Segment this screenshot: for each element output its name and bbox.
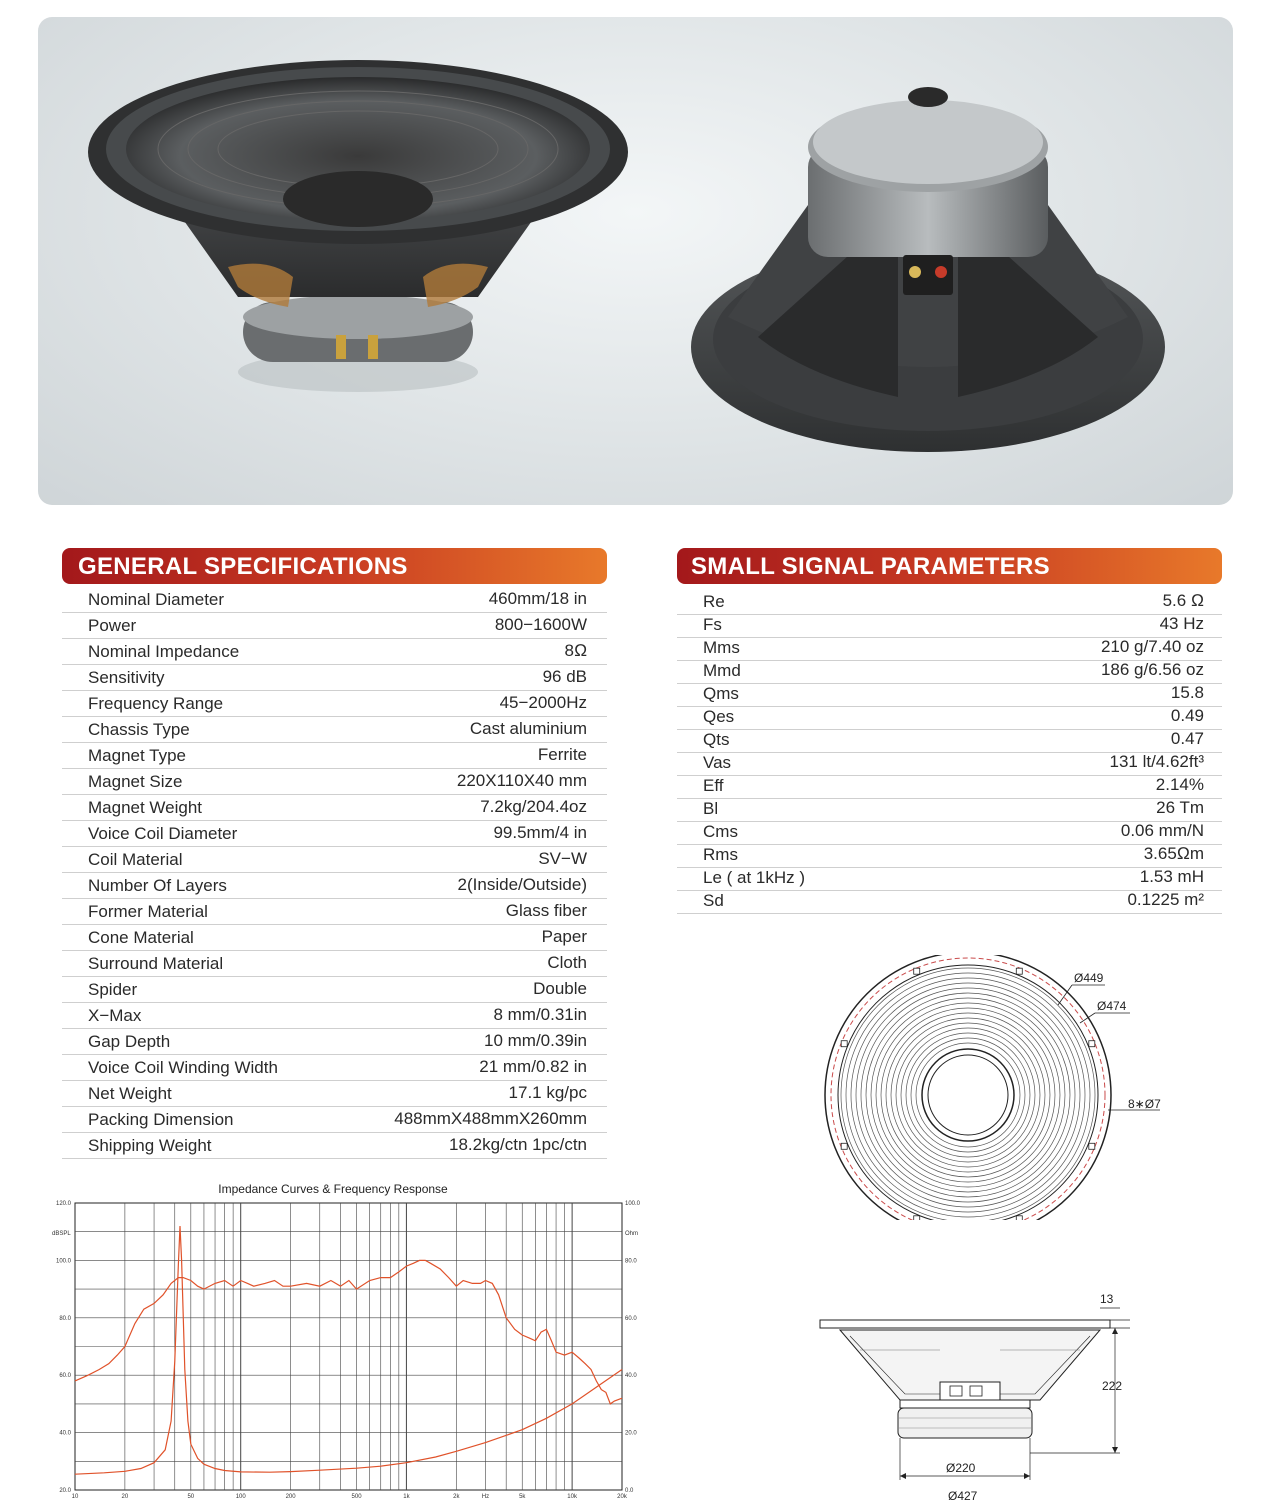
general-spec-row <box>62 1133 607 1159</box>
general-spec-label: Packing Dimension <box>88 1110 234 1129</box>
ss-spec-label: Fs <box>703 615 722 634</box>
mounting-hole <box>914 1216 920 1220</box>
chart-x-tick: 500 <box>351 1494 362 1500</box>
general-spec-label: Number Of Layers <box>88 876 227 895</box>
general-spec-label: Power <box>88 616 137 635</box>
chart-x-tick: 5k <box>519 1494 526 1500</box>
ss-spec-value: 1.53 mH <box>1139 867 1204 886</box>
general-spec-value: 96 dB <box>542 667 587 686</box>
general-spec-row <box>62 847 607 873</box>
chart-x-tick: 50 <box>187 1494 195 1500</box>
chart-y-tick-left: 80.0 <box>59 1315 71 1322</box>
ss-spec-value: 210 g/7.40 oz <box>1100 637 1204 656</box>
small-signal-parameters-table <box>677 592 1222 914</box>
ss-spec-value: 2.14% <box>1155 775 1204 794</box>
chart-x-tick: Hz <box>481 1494 490 1500</box>
general-spec-row <box>62 1107 607 1133</box>
general-spec-label: Magnet Weight <box>88 798 203 817</box>
general-spec-label: Former Material <box>88 902 208 921</box>
ss-spec-row <box>677 661 1222 684</box>
ss-spec-row <box>677 615 1222 638</box>
mounting-hole <box>1089 1143 1095 1149</box>
general-spec-label: Nominal Impedance <box>88 642 240 661</box>
side-dim-13: 13 <box>1100 1292 1114 1306</box>
general-spec-row <box>62 873 607 899</box>
chart-x-tick: 200 <box>285 1494 296 1500</box>
side-dim-220: Ø220 <box>946 1461 976 1475</box>
impedance-curve-line <box>75 1226 622 1474</box>
general-spec-value: 8Ω <box>564 641 587 660</box>
general-spec-value: Ferrite <box>537 745 587 764</box>
general-spec-label: Spider <box>88 980 138 999</box>
mounting-hole <box>1089 1041 1095 1047</box>
impedance-frequency-chart <box>40 1178 650 1500</box>
general-spec-value: 21 mm/0.82 in <box>479 1057 587 1076</box>
general-spec-row <box>62 1029 607 1055</box>
chart-y-tick-left: 40.0 <box>59 1430 71 1437</box>
general-spec-label: Coil Material <box>88 850 183 869</box>
general-spec-row <box>62 639 607 665</box>
general-spec-value: 488mmX488mmX260mm <box>394 1109 587 1128</box>
chart-title: Impedance Curves & Frequency Response <box>218 1182 448 1196</box>
ss-spec-value: 186 g/6.56 oz <box>1100 660 1204 679</box>
general-spec-row <box>62 1003 607 1029</box>
ss-spec-label: Qes <box>703 707 735 726</box>
general-spec-label: Chassis Type <box>88 720 190 739</box>
general-spec-label: Sensitivity <box>88 668 165 687</box>
ss-spec-row <box>677 799 1222 822</box>
general-spec-value: 220X110X40 mm <box>456 771 587 790</box>
side-dim-222: 222 <box>1102 1379 1123 1393</box>
general-spec-label: Nominal Diameter <box>88 590 225 609</box>
general-spec-value: Cloth <box>547 953 587 972</box>
general-spec-row <box>62 821 607 847</box>
general-spec-value: 99.5mm/4 in <box>493 823 587 842</box>
general-spec-row <box>62 691 607 717</box>
general-spec-value: Cast aluminium <box>469 719 587 738</box>
side-view-drawing <box>800 1290 1220 1500</box>
ss-spec-value: 0.47 <box>1170 729 1204 748</box>
ss-spec-value: 5.6 Ω <box>1162 591 1204 610</box>
ss-spec-value: 131 lt/4.62ft³ <box>1109 752 1204 771</box>
general-spec-value: Paper <box>541 927 587 946</box>
mounting-hole <box>1016 968 1022 974</box>
ss-spec-row <box>677 592 1222 615</box>
ss-spec-row <box>677 845 1222 868</box>
general-spec-row <box>62 899 607 925</box>
general-spec-label: Voice Coil Winding Width <box>88 1058 278 1077</box>
ss-spec-row <box>677 891 1222 914</box>
ss-spec-label: Re <box>703 592 725 611</box>
general-spec-label: Shipping Weight <box>88 1136 212 1155</box>
general-spec-value: 800−1600W <box>494 615 587 634</box>
general-spec-value: 18.2kg/ctn 1pc/ctn <box>449 1135 587 1154</box>
chart-y-tick-right: 0.0 <box>625 1488 634 1494</box>
chart-x-tick: 10k <box>567 1494 577 1500</box>
ss-spec-label: Qts <box>703 730 730 749</box>
small-signal-parameters-header: SMALL SIGNAL PARAMETERS <box>677 548 1222 584</box>
ss-spec-row <box>677 638 1222 661</box>
general-spec-value: 2(Inside/Outside) <box>457 875 587 894</box>
chart-y-tick-right: 60.0 <box>625 1315 637 1322</box>
general-spec-row <box>62 1081 607 1107</box>
general-spec-label: Gap Depth <box>88 1032 171 1051</box>
speaker-renderings <box>38 17 1233 505</box>
general-spec-value: 460mm/18 in <box>488 589 587 608</box>
general-spec-label: Magnet Type <box>88 746 186 765</box>
mounting-hole <box>914 968 920 974</box>
ss-spec-label: Eff <box>703 776 724 795</box>
general-spec-value: 8 mm/0.31in <box>493 1005 587 1024</box>
chart-y-tick-left: 20.0 <box>59 1488 71 1494</box>
general-spec-row <box>62 925 607 951</box>
general-spec-value: 17.1 kg/pc <box>508 1083 587 1102</box>
frequency-response-line <box>75 1260 622 1404</box>
speaker-rear-photo <box>691 87 1165 452</box>
ss-spec-row <box>677 822 1222 845</box>
general-spec-value: Double <box>533 979 587 998</box>
chart-y-tick-right: 20.0 <box>625 1430 637 1437</box>
ss-spec-value: 0.1225 m² <box>1127 890 1204 909</box>
chart-y-tick-left: 120.0 <box>55 1201 71 1207</box>
general-spec-row <box>62 665 607 691</box>
chart-x-tick: 100 <box>235 1494 246 1500</box>
general-spec-label: Magnet Size <box>88 772 183 791</box>
chart-y-tick-left: 60.0 <box>59 1373 71 1380</box>
ss-spec-row <box>677 684 1222 707</box>
chart-ylabel-left: dBSPL <box>52 1231 71 1237</box>
general-spec-row <box>62 1055 607 1081</box>
general-spec-row <box>62 587 607 613</box>
chart-x-tick: 10 <box>71 1494 79 1500</box>
ss-spec-value: 43 Hz <box>1159 614 1204 633</box>
ss-spec-label: Qms <box>703 684 739 703</box>
general-spec-label: X−Max <box>88 1006 142 1025</box>
mounting-hole <box>1016 1216 1022 1220</box>
ss-spec-row <box>677 776 1222 799</box>
general-specifications-table <box>62 587 607 1159</box>
general-spec-value: 45−2000Hz <box>499 693 587 712</box>
ss-spec-label: Mmd <box>703 661 741 680</box>
ss-spec-row <box>677 868 1222 891</box>
ss-spec-row <box>677 753 1222 776</box>
chart-x-tick: 2k <box>453 1494 460 1500</box>
ss-spec-value: 15.8 <box>1170 683 1204 702</box>
product-photo-banner <box>38 17 1233 505</box>
front-dim-holes: 8∗Ø7 <box>1128 1097 1161 1111</box>
general-spec-value: 10 mm/0.39in <box>484 1031 587 1050</box>
ss-spec-label: Rms <box>703 845 738 864</box>
chart-y-tick-right: 100.0 <box>625 1201 641 1207</box>
general-spec-value: SV−W <box>538 849 587 868</box>
front-dim-474: Ø474 <box>1097 999 1127 1013</box>
front-view-drawing <box>800 955 1220 1220</box>
chart-y-tick-right: 40.0 <box>625 1373 637 1380</box>
ss-spec-label: Le ( at 1kHz ) <box>703 868 806 887</box>
ss-spec-label: Cms <box>703 822 738 841</box>
mounting-hole <box>841 1143 847 1149</box>
general-spec-row <box>62 977 607 1003</box>
speaker-front-photo <box>88 60 628 392</box>
side-dim-427: Ø427 <box>948 1489 978 1500</box>
general-spec-label: Net Weight <box>88 1084 172 1103</box>
ss-spec-label: Vas <box>703 753 732 772</box>
chart-y-tick-right: 80.0 <box>625 1258 637 1265</box>
ss-spec-row <box>677 707 1222 730</box>
ss-spec-value: 26 Tm <box>1156 798 1204 817</box>
chart-x-tick: 20 <box>121 1494 129 1500</box>
ss-spec-label: Bl <box>703 799 719 818</box>
general-spec-row <box>62 951 607 977</box>
general-spec-value: 7.2kg/204.4oz <box>480 797 587 816</box>
general-spec-row <box>62 769 607 795</box>
front-dim-449: Ø449 <box>1074 971 1104 985</box>
general-spec-row <box>62 717 607 743</box>
general-spec-row <box>62 743 607 769</box>
ss-spec-label: Mms <box>703 638 740 657</box>
general-spec-row <box>62 613 607 639</box>
general-spec-label: Voice Coil Diameter <box>88 824 238 843</box>
chart-y-tick-left: 100.0 <box>55 1258 71 1265</box>
mounting-hole <box>841 1041 847 1047</box>
general-spec-label: Cone Material <box>88 928 194 947</box>
ss-spec-label: Sd <box>703 891 724 910</box>
chart-x-tick: 1k <box>403 1494 410 1500</box>
general-spec-value: Glass fiber <box>505 901 587 920</box>
ss-spec-value: 3.65Ωm <box>1143 844 1204 863</box>
ss-spec-value: 0.49 <box>1170 706 1204 725</box>
chart-x-tick: 20k <box>617 1494 627 1500</box>
general-spec-label: Frequency Range <box>88 694 224 713</box>
chart-ylabel-right: Ohm <box>625 1231 639 1237</box>
ss-spec-value: 0.06 mm/N <box>1120 821 1204 840</box>
ss-spec-row <box>677 730 1222 753</box>
general-specifications-header: GENERAL SPECIFICATIONS <box>62 548 607 584</box>
general-spec-label: Surround Material <box>88 954 224 973</box>
general-spec-row <box>62 795 607 821</box>
